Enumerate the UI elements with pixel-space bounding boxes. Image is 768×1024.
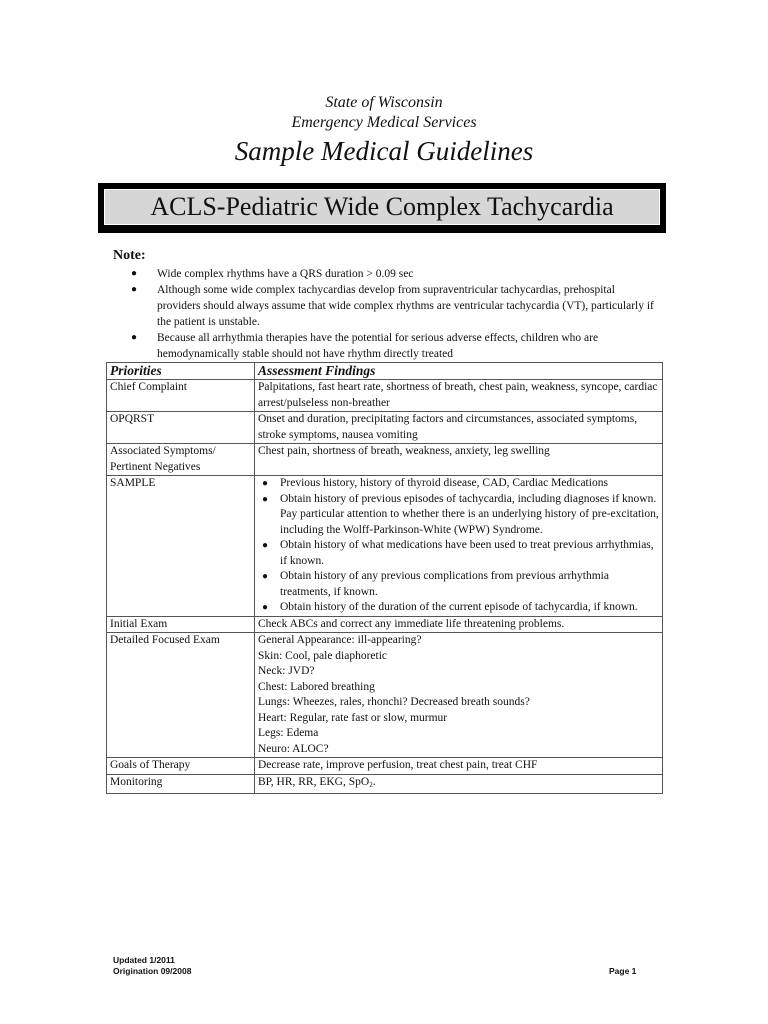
row-label: Associated Symptoms/ Pertinent Negatives — [107, 444, 255, 476]
exam-line: Lungs: Wheezes, rales, rhonchi? Decreased breath sounds? — [258, 696, 530, 708]
list-item — [258, 569, 660, 600]
guideline-banner — [98, 183, 666, 233]
list-item — [258, 600, 660, 616]
row-label: Goals of Therapy — [107, 758, 255, 775]
list-item — [113, 330, 658, 362]
list-item — [113, 266, 658, 282]
row-findings: Chest pain, shortness of breath, weakness, anxiety, leg swelling — [255, 444, 663, 476]
row-label: Monitoring — [107, 774, 255, 794]
table-row — [107, 380, 663, 412]
exam-line: Neck: JVD? — [258, 665, 315, 677]
row-label: SAMPLE — [107, 476, 255, 617]
list-item — [258, 538, 660, 569]
exam-line: Legs: Edema — [258, 727, 319, 739]
bullet-icon: ● — [262, 602, 269, 613]
monitoring-tail: . — [372, 775, 376, 788]
assessment-table — [106, 362, 663, 794]
table-row — [107, 476, 663, 617]
exam-line: Skin: Cool, pale diaphoretic — [258, 649, 388, 662]
agency-name: Emergency Medical Services — [291, 114, 477, 131]
origination-date: Origination 09/2008 — [113, 966, 192, 976]
page-title: Sample Medical Guidelines — [234, 136, 534, 166]
row-findings — [255, 774, 663, 794]
bullet-icon: ● — [131, 332, 138, 343]
table-row — [107, 412, 663, 444]
list-item — [113, 282, 658, 330]
row-label: OPQRST — [107, 412, 255, 444]
monitoring-text: BP, HR, RR, EKG, SpO — [258, 775, 370, 788]
exam-line: Heart: Regular, rate fast or slow, murmur — [258, 711, 448, 724]
sample-list — [258, 476, 660, 616]
updated-date: Updated 1/2011 — [113, 955, 175, 965]
table-row — [107, 633, 663, 758]
row-findings: Decrease rate, improve perfusion, treat chest pain, treat CHF — [255, 758, 663, 775]
note-text: Because all arrhythmia therapies have the potential for serious adverse effects, children who are hemodynamically stable should not have rhythm directly treated — [157, 332, 599, 360]
header-priorities: Priorities — [107, 363, 255, 380]
bullet-icon: ● — [262, 478, 269, 489]
row-label: Detailed Focused Exam — [107, 633, 255, 758]
note-label: Note: — [113, 248, 146, 263]
sample-text: Obtain history of previous episodes of tachycardia, including diagnoses if known. Pay particular attention to whether there is an underlying history of pre-excitation, including the Wolff-Parkinson-White (WPW) Syndrome. — [280, 492, 659, 536]
exam-line: Neuro: ALOC? — [258, 742, 329, 755]
sample-text: Obtain history of any previous complications from previous arrhythmia treatments, if known. — [280, 570, 609, 598]
row-label: Initial Exam — [107, 616, 255, 633]
header-findings: Assessment Findings — [255, 363, 663, 380]
page-number: Page 1 — [609, 966, 637, 976]
table-row — [107, 774, 663, 794]
sample-text: Previous history, history of thyroid disease, CAD, Cardiac Medications — [280, 477, 608, 489]
table-row — [107, 444, 663, 476]
exam-line: General Appearance: ill-appearing? — [258, 634, 422, 646]
row-findings — [255, 633, 663, 758]
note-list — [113, 266, 658, 362]
monitoring-subscript: 2 — [369, 780, 373, 789]
bullet-icon: ● — [131, 284, 138, 295]
state-name: State of Wisconsin — [325, 94, 443, 111]
bullet-icon: ● — [262, 493, 269, 505]
sample-text: Obtain history of what medications have been used to treat previous arrhythmias, if known. — [280, 539, 654, 567]
row-findings: Onset and duration, precipitating factors and circumstances, associated symptoms, stroke symptoms, nausea vomiting — [255, 412, 663, 444]
row-findings — [255, 476, 663, 617]
exam-line: Chest: Labored breathing — [258, 680, 375, 693]
list-item — [258, 476, 660, 492]
sample-text: Obtain history of the duration of the current episode of tachycardia, if known. — [280, 601, 638, 613]
row-findings: Palpitations, fast heart rate, shortness of breath, chest pain, weakness, syncope, cardiac arrest/pulseless non-breather — [255, 380, 663, 412]
bullet-icon: ● — [262, 571, 269, 582]
table-row — [107, 758, 663, 775]
bullet-icon: ● — [131, 268, 138, 279]
bullet-icon: ● — [262, 540, 269, 551]
row-label: Chief Complaint — [107, 380, 255, 412]
table-row — [107, 616, 663, 633]
note-text: Although some wide complex tachycardias develop from supraventricular tachycardias, prehospital providers should always assume that wide complex rhythms are ventricular tachycardia (VT), particularly if the patient is unstable. — [157, 284, 654, 328]
note-text: Wide complex rhythms have a QRS duration > 0.09 sec — [157, 268, 414, 280]
row-findings: Check ABCs and correct any immediate life threatening problems. — [255, 616, 663, 633]
list-item — [258, 492, 660, 539]
table-header-row — [107, 363, 663, 380]
guideline-title: ACLS-Pediatric Wide Complex Tachycardia — [104, 189, 660, 225]
